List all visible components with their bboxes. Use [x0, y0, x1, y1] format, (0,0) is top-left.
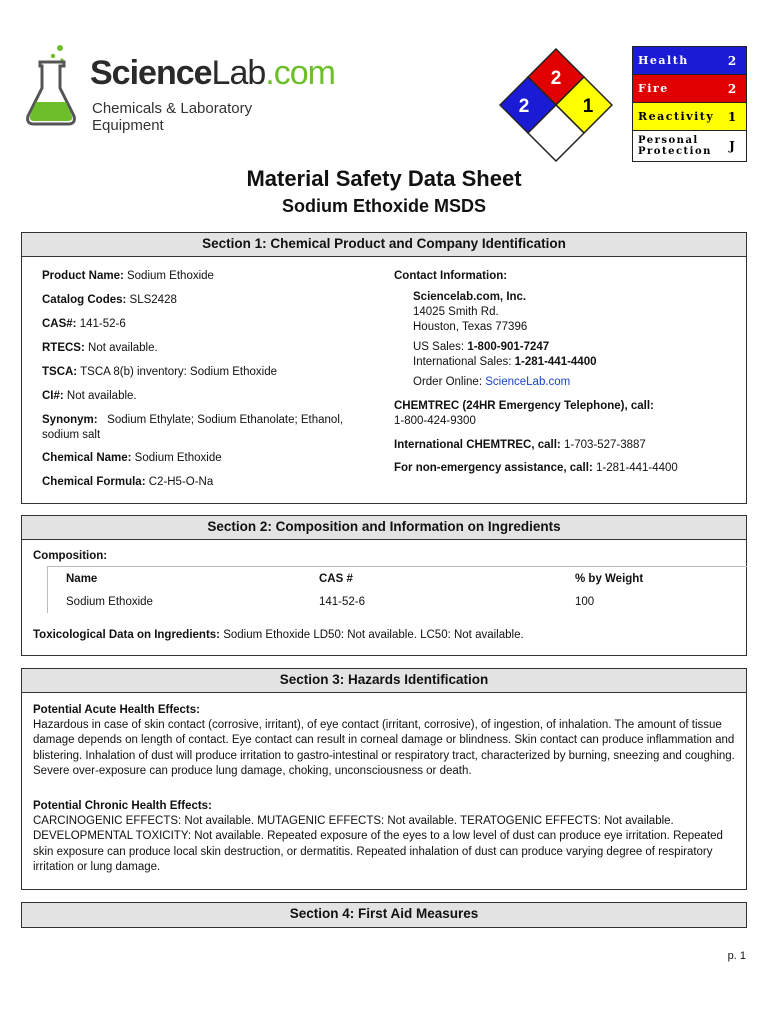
chemtrec-label: CHEMTREC (24HR Emergency Telephone), call: — [394, 400, 654, 412]
cell-weight: 100 — [575, 595, 595, 608]
rtecs-field: RTECS: Not available. — [42, 342, 158, 354]
composition-table — [47, 566, 747, 613]
page-number: p. 1 — [727, 950, 746, 962]
toxicological-data: Toxicological Data on Ingredients: Sodium Ethoxide LD50: Not available. LC50: Not available. — [33, 629, 524, 641]
ci-field: CI#: Not available. — [42, 390, 137, 402]
document-subtitle: Sodium Ethoxide MSDS — [281, 196, 486, 216]
column-header-cas: CAS # — [319, 572, 353, 585]
section-1-heading: Section 1: Chemical Product and Company Identification — [22, 233, 746, 257]
table-row — [48, 590, 747, 613]
hmis-health-label: Health — [638, 54, 689, 67]
composition-label: Composition: — [33, 550, 108, 562]
international-chemtrec: International CHEMTREC, call: 1-703-527-3887 — [394, 439, 646, 451]
address-line-2: Houston, Texas 77396 — [413, 321, 528, 333]
product-name-field: Product Name: Sodium Ethoxide — [42, 270, 214, 282]
hmis-reactivity-label: Reactivity — [638, 110, 715, 123]
nfpa-fire-value: 2 — [550, 68, 562, 89]
hmis-row-health — [633, 47, 746, 75]
hmis-row-personal-protection — [633, 131, 746, 161]
logo-wordmark: ScienceLab.com — [90, 54, 335, 92]
contact-info-label: Contact Information: — [394, 270, 508, 282]
section-3 — [21, 668, 747, 890]
nfpa-health-value: 2 — [518, 96, 530, 117]
section-4 — [21, 902, 747, 928]
hmis-reactivity-value: 1 — [727, 109, 737, 124]
chemical-formula-field: Chemical Formula: C2-H5-O-Na — [42, 476, 214, 488]
section-4-heading: Section 4: First Aid Measures — [22, 903, 746, 927]
catalog-codes-field: Catalog Codes: SLS2428 — [42, 294, 177, 306]
international-sales: International Sales: 1-281-441-4400 — [413, 356, 597, 368]
cell-name: Sodium Ethoxide — [66, 595, 153, 608]
acute-effects-text: Hazardous in case of skin contact (corrosive, irritant), of eye contact (irritant, corrosive), of ingestion, of inhalation. The amount of tissue damage depends on length of contact. Eye contact can result in corneal damage or blindness. Skin contact can produce inflammation and blistering. Inhalation of dust will produce irritation to gastro-intestinal or respiratory tract, characterized by burning, sneezing and coughing. Severe over-exposure can produce lung damage, choking, unconsciousness or death. — [33, 719, 735, 777]
nfpa-reactivity-value: 1 — [582, 96, 594, 117]
column-header-name: Name — [66, 572, 98, 585]
hmis-label — [632, 46, 747, 162]
company-name: Sciencelab.com, Inc. — [413, 291, 527, 303]
cell-cas: 141-52-6 — [319, 595, 366, 608]
chronic-effects-label: Potential Chronic Health Effects: — [33, 800, 212, 812]
hmis-pp-label: Personal Protection — [638, 135, 712, 157]
section-2 — [21, 515, 747, 656]
acute-effects-label: Potential Acute Health Effects: — [33, 704, 200, 716]
logo-tagline: Chemicals & Laboratory Equipment — [92, 100, 253, 134]
us-sales: US Sales: 1-800-901-7247 — [413, 341, 550, 353]
synonym-field: Synonym: Sodium Ethylate; Sodium Ethanolate; Ethanol, sodium salt — [42, 414, 344, 441]
nfpa-diamond — [499, 48, 613, 162]
hmis-pp-value: J — [729, 139, 735, 153]
chemtrec-number: 1-800-424-9300 — [394, 415, 476, 427]
section-2-heading: Section 2: Composition and Information on Ingredients — [22, 516, 746, 540]
hmis-fire-label: Fire — [638, 82, 669, 95]
chemical-name-field: Chemical Name: Sodium Ethoxide — [42, 452, 222, 464]
column-header-weight: % by Weight — [575, 572, 644, 585]
section-1 — [21, 232, 747, 504]
hmis-row-reactivity — [633, 103, 746, 131]
sciencelab-logo — [18, 40, 335, 134]
non-emergency-assistance: For non-emergency assistance, call: 1-281-441-4400 — [394, 462, 678, 474]
table-header-row — [48, 567, 747, 590]
hmis-fire-value: 2 — [727, 81, 737, 96]
section-3-heading: Section 3: Hazards Identification — [22, 669, 746, 693]
document-title: Material Safety Data Sheet — [246, 166, 522, 191]
hmis-health-value: 2 — [727, 53, 737, 68]
order-online-link[interactable]: ScienceLab.com — [485, 376, 571, 388]
flask-icon — [18, 40, 88, 130]
cas-field: CAS#: 141-52-6 — [42, 318, 126, 330]
order-online: Order Online: ScienceLab.com — [413, 376, 571, 388]
hmis-row-fire — [633, 75, 746, 103]
chronic-effects-text: CARCINOGENIC EFFECTS: Not available. MUTAGENIC EFFECTS: Not available. TERATOGENIC EFFECTS: Not available. DEVELOPMENTAL TOXICITY: Not available. Repeated exposure of the eyes to a low level of dust can produce eye irritation. Repeated skin exposure can produce local skin destruction, or dermatitis. Repeated inhalation of dust can produce varying degree of respiratory irritation or lung damage. — [33, 815, 723, 873]
tsca-field: TSCA: TSCA 8(b) inventory: Sodium Ethoxide — [42, 366, 277, 378]
address-line-1: 14025 Smith Rd. — [413, 306, 499, 318]
